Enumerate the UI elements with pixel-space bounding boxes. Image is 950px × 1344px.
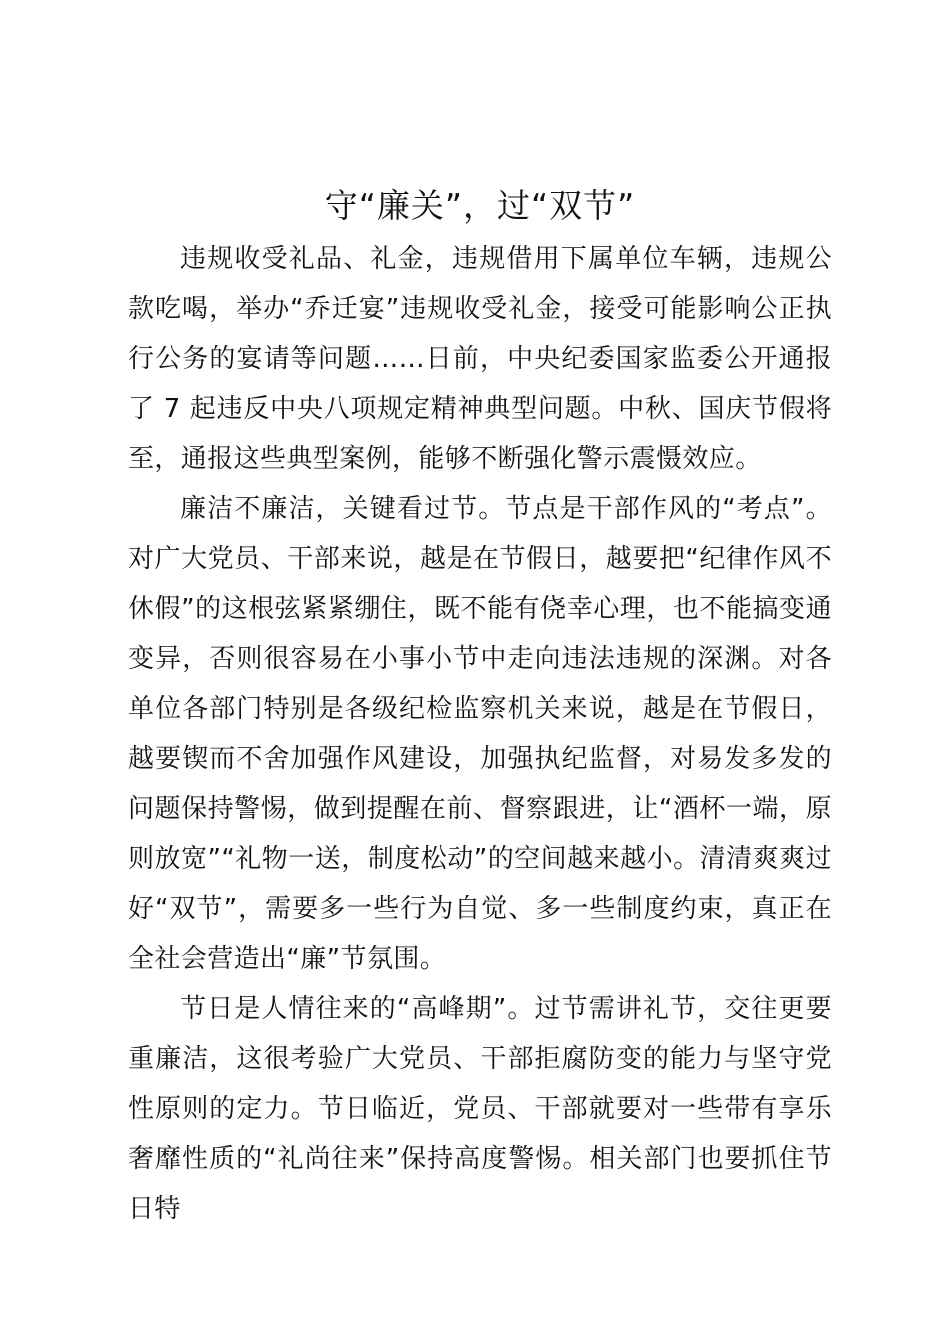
document-title: 守“廉关”，过“双节” (324, 186, 636, 225)
paragraph-3: 节日是人情往来的“高峰期”。过节需讲礼节，交往更要重廉洁，这很考验广大党员、干部拒腐防变的能力与坚守党性原则的定力。节日临近，党员、干部就要对一些带有享乐奢靡性质的“礼尚往来”保持高度警惕。相关部门也要抓住节日特 (128, 994, 832, 1224)
paragraph-2: 廉洁不廉洁，关键看过节。节点是干部作风的“考点”。对广大党员、干部来说，越是在节假日，越要把“纪律作风不休假”的这根弦紧紧绷住，既不能有侥幸心理，也不能搞变通变异，否则很容易在小事小节中走向违法违规的深渊。对各单位各部门特别是各级纪检监察机关来说，越是在节假日，越要锲而不舍加强作风建设，加强执纪监督，对易发多发的问题保持警惕，做到提醒在前、督察跟进，让“酒杯一端，原则放宽”“礼物一送，制度松动”的空间越来越小。清清爽爽过好“双节”，需要多一些行为自觉、多一些制度约束，真正在全社会营造出“廉”节氛围。 (128, 494, 832, 974)
document-page (128, 178, 832, 1234)
paragraph-1: 违规收受礼品、礼金，违规借用下属单位车辆，违规公款吃喝，举办“乔迁宴”违规收受礼金，接受可能影响公正执行公务的宴请等问题……日前，中央纪委国家监委公开通报了 7 起违反中央八项规定精神典型问题。中秋、国庆节假将至，通报这些典型案例，能够不断强化警示震慑效应。 (128, 244, 832, 474)
